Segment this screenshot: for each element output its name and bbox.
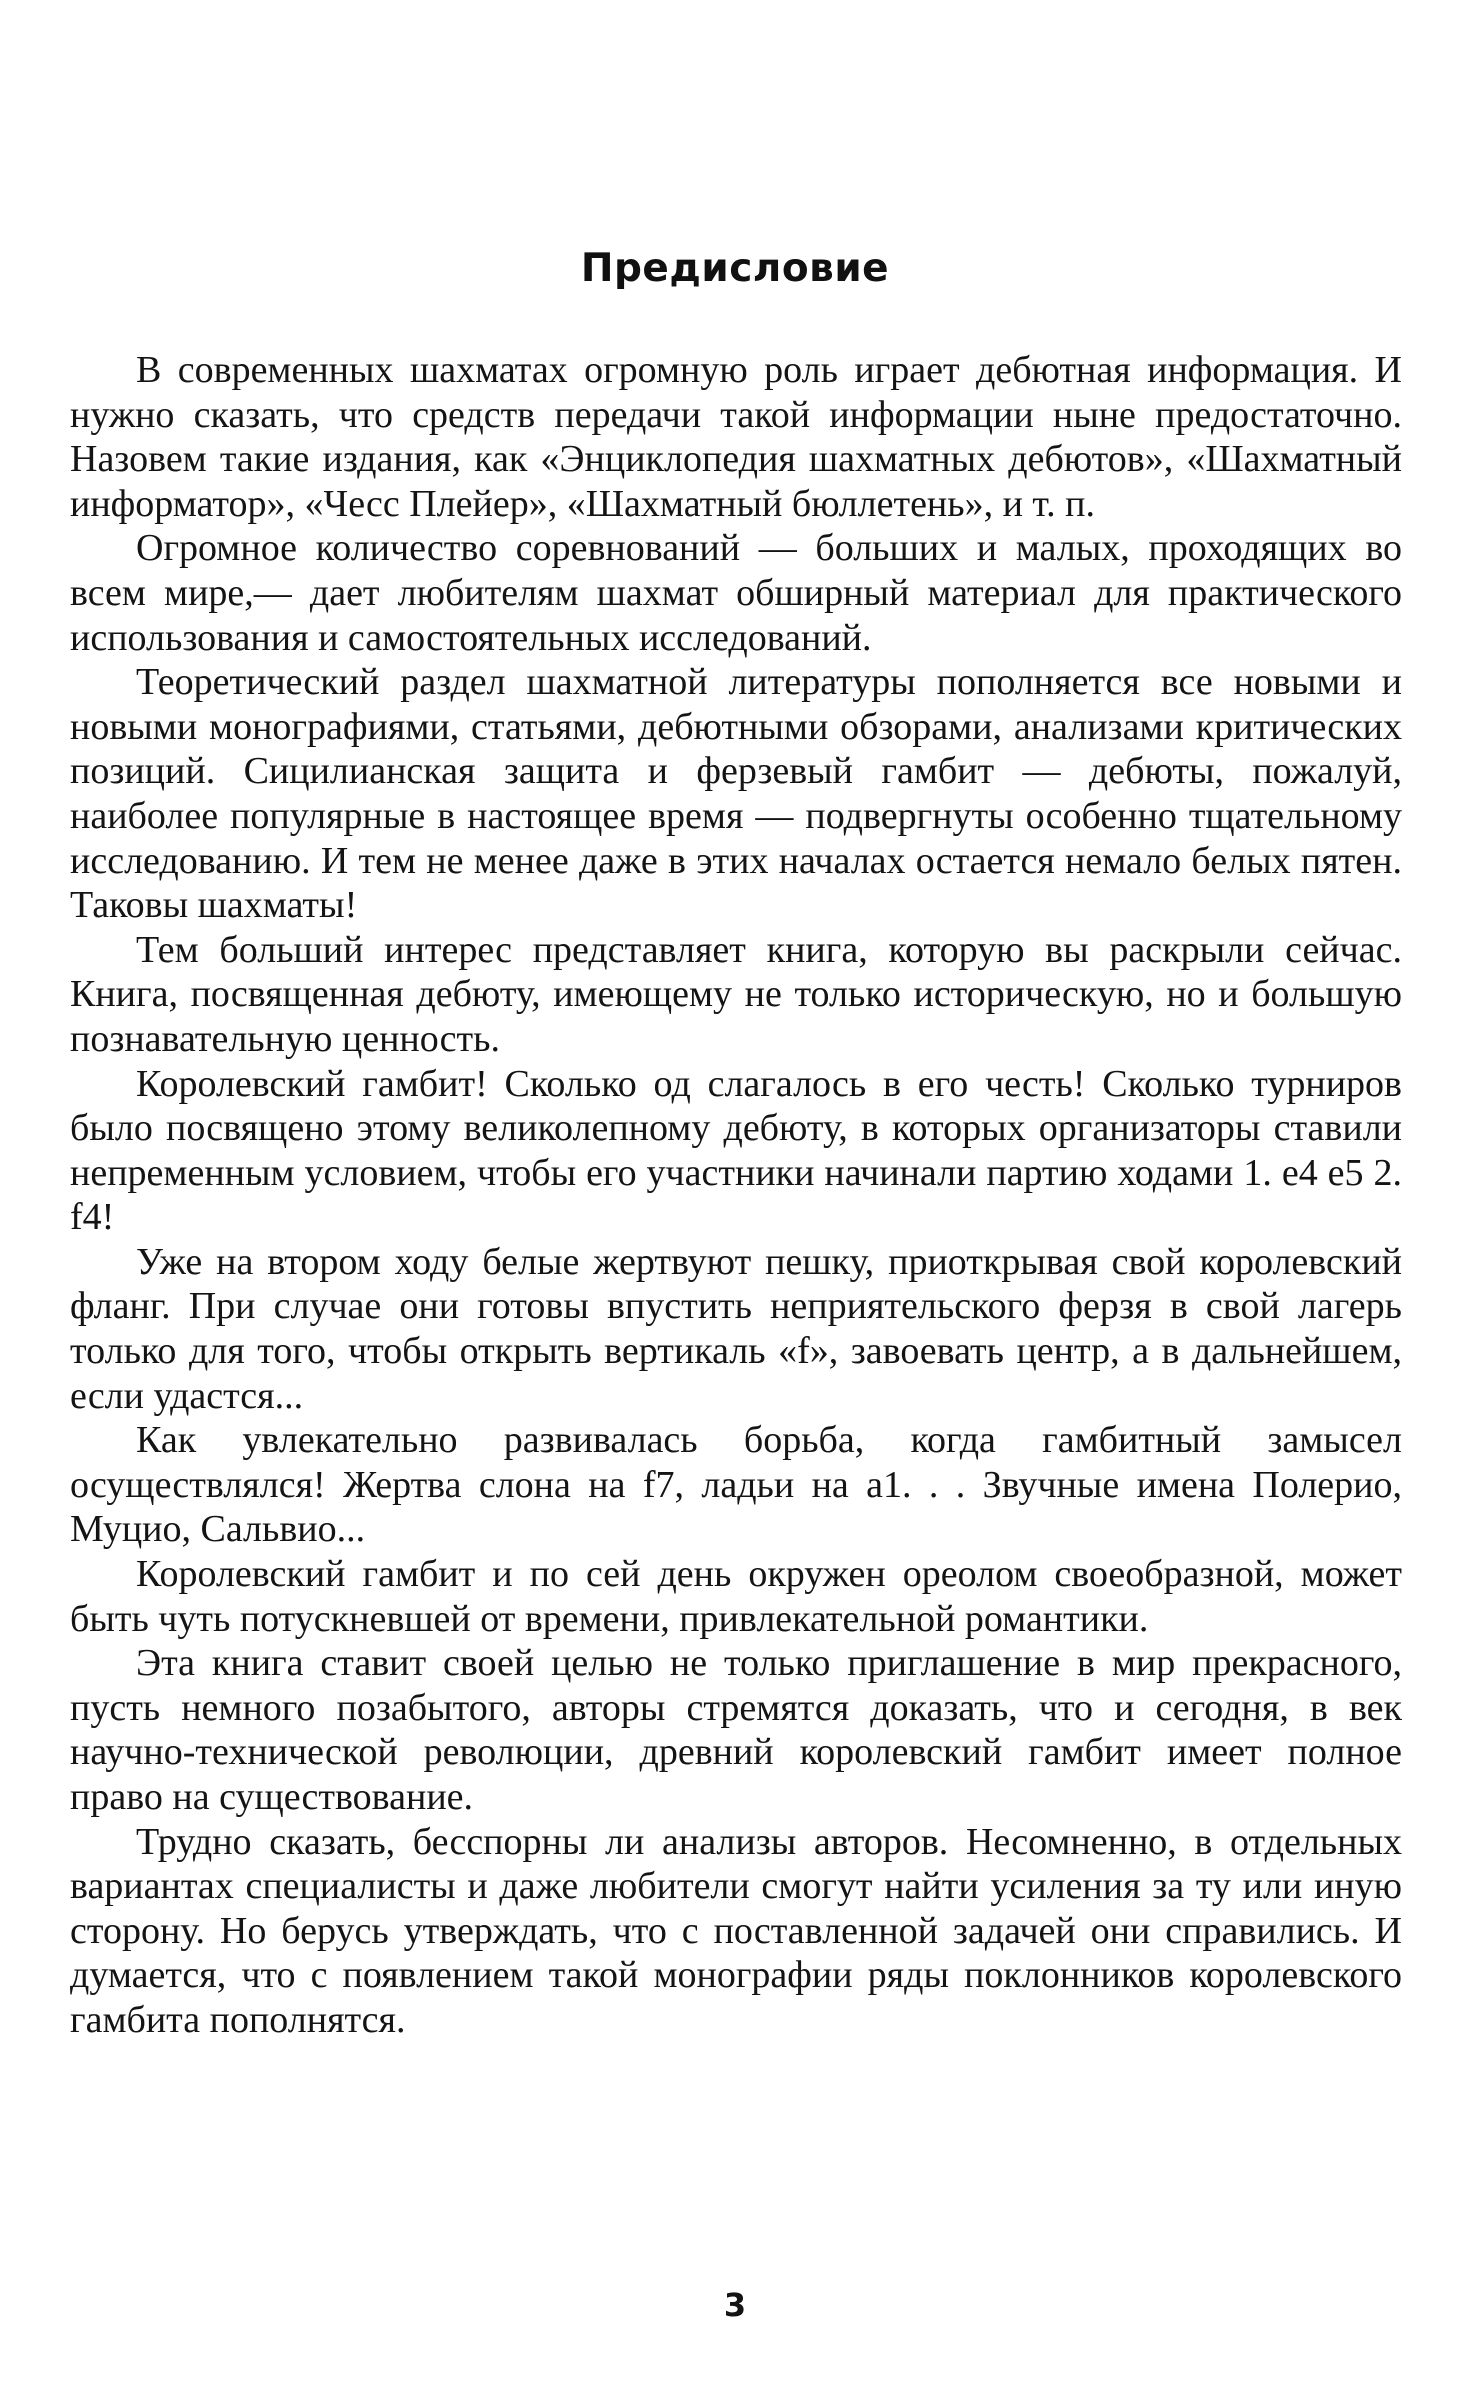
- paragraph: Тем больший интерес представляет книга, которую вы раскрыли сейчас. Книга, посвященная дебюту, имеющему не только историческую, но и большую познавательную ценность.: [70, 928, 1402, 1060]
- paragraph: Теоретический раздел шахматной литературы пополняется все новыми и новыми монографиями, статьями, дебютными обзорами, анализами критических позиций. Сицилианская защита и ферзевый гамбит — дебюты, пожалуй, наиболее популярные в настоящее время — подвергнуты особенно тщательному исследованию. И тем не менее даже в этих началах остается немало белых пятен. Таковы шахматы!: [70, 661, 1402, 927]
- paragraph: Королевский гамбит и по сей день окружен ореолом своеобразной, может быть чуть потускневшей от времени, привлекательной романтики.: [70, 1553, 1402, 1640]
- preface-body: [70, 348, 1402, 2043]
- page-title: Предисловие: [580, 246, 890, 291]
- paragraph: Огромное количество соревнований — больших и малых, проходящих во всем мире,— дает любителям шахмат обширный материал для практического использования и самостоятельных исследований.: [70, 527, 1402, 659]
- paragraph: Уже на втором ходу белые жертвуют пешку, приоткрывая свой королевский фланг. При случае они готовы впустить неприятельского ферзя в свой лагерь только для того, чтобы открыть вертикаль «f», завоевать центр, а в дальнейшем, если удастся...: [70, 1240, 1402, 1417]
- page-number: 3: [723, 2286, 747, 2324]
- paragraph: Эта книга ставит своей целью не только приглашение в мир прекрасного, пусть немного позабытого, авторы стремятся доказать, что и сегодня, в век научно-технической революции, древний королевский гамбит имеет полное право на существование.: [70, 1642, 1402, 1818]
- paragraph: Как увлекательно развивалась борьба, когда гамбитный замысел осуществлялся! Жертва слона на f7, ладьи на а1. . . Звучные имена Полерио, Муцио, Сальвио...: [70, 1419, 1402, 1551]
- paragraph: Королевский гамбит! Сколько од слагалось в его честь! Сколько турниров было посвящено этому великолепному дебюту, в которых организаторы ставили непременным условием, чтобы его участники начинали партию ходами 1. е4 е5 2. f4!: [70, 1062, 1402, 1239]
- paragraph: В современных шахматах огромную роль играет дебютная информация. И нужно сказать, что средств передачи такой информации ныне предостаточно. Назовем такие издания, как «Энциклопедия шахматных дебютов», «Шахматный информатор», «Чесс Плейер», «Шахматный бюллетень», и т. п.: [70, 349, 1402, 525]
- paragraph: Трудно сказать, бесспорны ли анализы авторов. Несомненно, в отдельных вариантах специалисты и даже любители смогут найти усиления за ту или иную сторону. Но берусь утверждать, что с поставленной задачей они справились. И думается, что с появлением такой монографии ряды поклонников королевского гамбита пополнятся.: [70, 1820, 1402, 2041]
